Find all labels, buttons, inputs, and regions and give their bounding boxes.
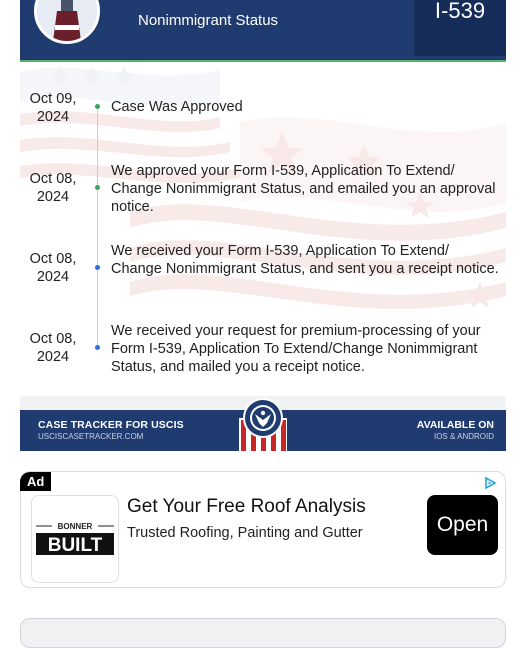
entry-text: We received your Form I-539, Application To Extend/ Change Nonimmigrant Status, and sent you a receipt notice. bbox=[111, 243, 499, 277]
banner-left bbox=[38, 419, 184, 441]
case-header bbox=[20, 0, 506, 64]
next-card[interactable] bbox=[20, 618, 506, 648]
banner-availability: AVAILABLE ON bbox=[416, 419, 494, 431]
entry-date: Oct 08, 2024 bbox=[29, 171, 77, 205]
status-dot bbox=[95, 265, 100, 270]
bonner-built-logo bbox=[32, 496, 118, 582]
logo-main-text: BUILT bbox=[47, 535, 103, 556]
ad-card[interactable] bbox=[20, 471, 506, 588]
avatar bbox=[34, 0, 100, 44]
status-dot bbox=[95, 345, 100, 350]
adchoices-icon[interactable] bbox=[483, 476, 497, 490]
eagle-seal-icon bbox=[236, 398, 290, 451]
banner-app-name: CASE TRACKER FOR USCIS bbox=[38, 419, 184, 431]
timeline-line bbox=[97, 104, 98, 348]
banner-platforms: IOS & ANDROID bbox=[433, 432, 494, 441]
statue-of-liberty-icon bbox=[37, 0, 97, 41]
entry-text: Case Was Approved bbox=[111, 99, 243, 115]
entry-text: We approved your Form I-539, Application To Extend/ Change Nonimmigrant Status, and emailed you an approval notice. bbox=[111, 163, 496, 215]
advertiser-logo[interactable] bbox=[31, 495, 119, 583]
ad-label: Ad bbox=[20, 472, 51, 491]
ad-open-button[interactable]: Open bbox=[427, 495, 498, 555]
title-line-2: Nonimmigrant Status bbox=[138, 12, 279, 29]
ad-headline[interactable]: Get Your Free Roof Analysis bbox=[127, 496, 366, 517]
status-dot bbox=[95, 104, 100, 109]
entry-date: Oct 09, 2024 bbox=[29, 91, 77, 125]
case-history-timeline bbox=[20, 62, 506, 396]
form-code-badge: I-539 bbox=[414, 0, 506, 56]
entry-date: Oct 08, 2024 bbox=[29, 251, 77, 285]
status-dot bbox=[95, 185, 100, 190]
title-line-1 bbox=[138, 0, 339, 2]
entry-date: Oct 08, 2024 bbox=[29, 331, 77, 365]
banner-right bbox=[417, 419, 494, 441]
entry-text: We received your request for premium-processing of your Form I-539, Application To Extend/Change Nonimmigrant Status, and mailed you a receipt notice. bbox=[111, 323, 481, 375]
banner-website: USCISCASETRACKER.COM bbox=[38, 432, 144, 441]
logo-top-text: BONNER bbox=[57, 522, 93, 531]
ad-description: Trusted Roofing, Painting and Gutter bbox=[127, 525, 363, 541]
promo-banner[interactable] bbox=[20, 410, 506, 451]
